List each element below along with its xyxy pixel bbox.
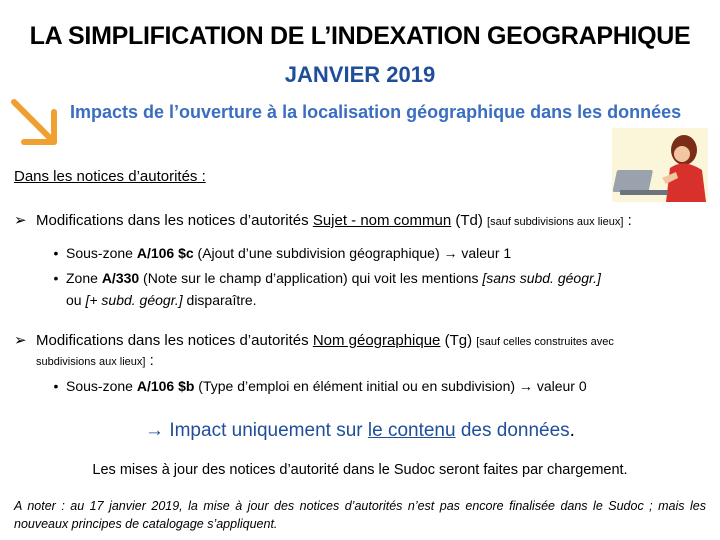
item-code: A/330 [101,270,140,286]
section2-text: Modifications dans les notices d’autorités [36,332,313,349]
section2-bullet [14,330,710,353]
arrow-down-right-icon [6,94,64,152]
list-item [46,243,706,265]
list-item [46,268,706,290]
page-title: LA SIMPLIFICATION DE L’INDEXATION GEOGRAPHIQUE [29,22,691,50]
item-text: (Note sur le champ d’application) qui voit les mentions [139,270,483,286]
notices-label: Dans les notices d’autorités : [14,168,206,185]
item-text: ou [66,292,86,308]
updates-paragraph: Les mises à jour des notices d’autorité dans le Sudoc seront faites par chargement. [92,462,628,478]
woman-at-laptop-illustration [612,128,708,202]
bullet-dot-icon: • [53,270,59,286]
list-item-continuation [66,290,706,312]
section1-text: Modifications dans les notices d’autorités [36,212,313,229]
impact-text-after: des données [455,420,570,441]
section1-underlined: Sujet - nom commun [312,212,452,229]
section2-colon: : [145,352,154,369]
section1-small-note: [sauf subdivisions aux lieux] [487,216,624,228]
section2-underlined: Nom géographique [312,332,441,349]
section2-continuation [36,352,154,369]
item-emphasis: [sans subd. géogr.] [482,270,601,286]
checkmark-arrow-icon: ➢ [14,212,27,229]
section1-colon: : [623,212,632,229]
item-emphasis: [+ subd. géogr.] [85,292,183,308]
item-prefix: Zone [66,270,102,286]
impact-underlined: le contenu [367,420,456,441]
item-text: disparaître. [182,292,257,308]
bullet-dot-icon: • [53,245,59,261]
item-prefix: Sous-zone [66,245,137,261]
checkmark-arrow-icon: ➢ [14,332,27,349]
footnote: A noter : au 17 janvier 2019, la mise à jour des notices d’autorités n’est pas encore finalisée dans le Sudoc ; mais les nouveaux principes de catalogage s’appliquent. [14,499,706,532]
page-subtitle: JANVIER 2019 [284,62,436,87]
section-heading: Impacts de l’ouverture à la localisation géographique dans les données [70,102,682,122]
item-text: (Type d’emploi en élément initial ou en subdivision) → valeur 0 [194,378,587,394]
bullet-dot-icon: • [53,378,59,394]
impact-statement [0,420,720,442]
arrow-right-icon: → [145,420,165,441]
list-item [46,376,706,398]
section2-small-note: [sauf celles construites avec [476,336,614,348]
item-text: (Ajout d’une subdivision géographique) → valeur 1 [193,245,512,261]
section1-text-after: (Td) [451,212,488,229]
section2-small-note: subdivisions aux lieux] [36,356,146,368]
impact-period: . [569,420,575,441]
item-code: A/106 $b [136,378,195,394]
impact-text: Impact uniquement sur [164,420,368,441]
section2-text-after: (Tg) [440,332,477,349]
section1-bullet [14,210,710,233]
item-prefix: Sous-zone [66,378,137,394]
item-code: A/106 $c [136,245,194,261]
